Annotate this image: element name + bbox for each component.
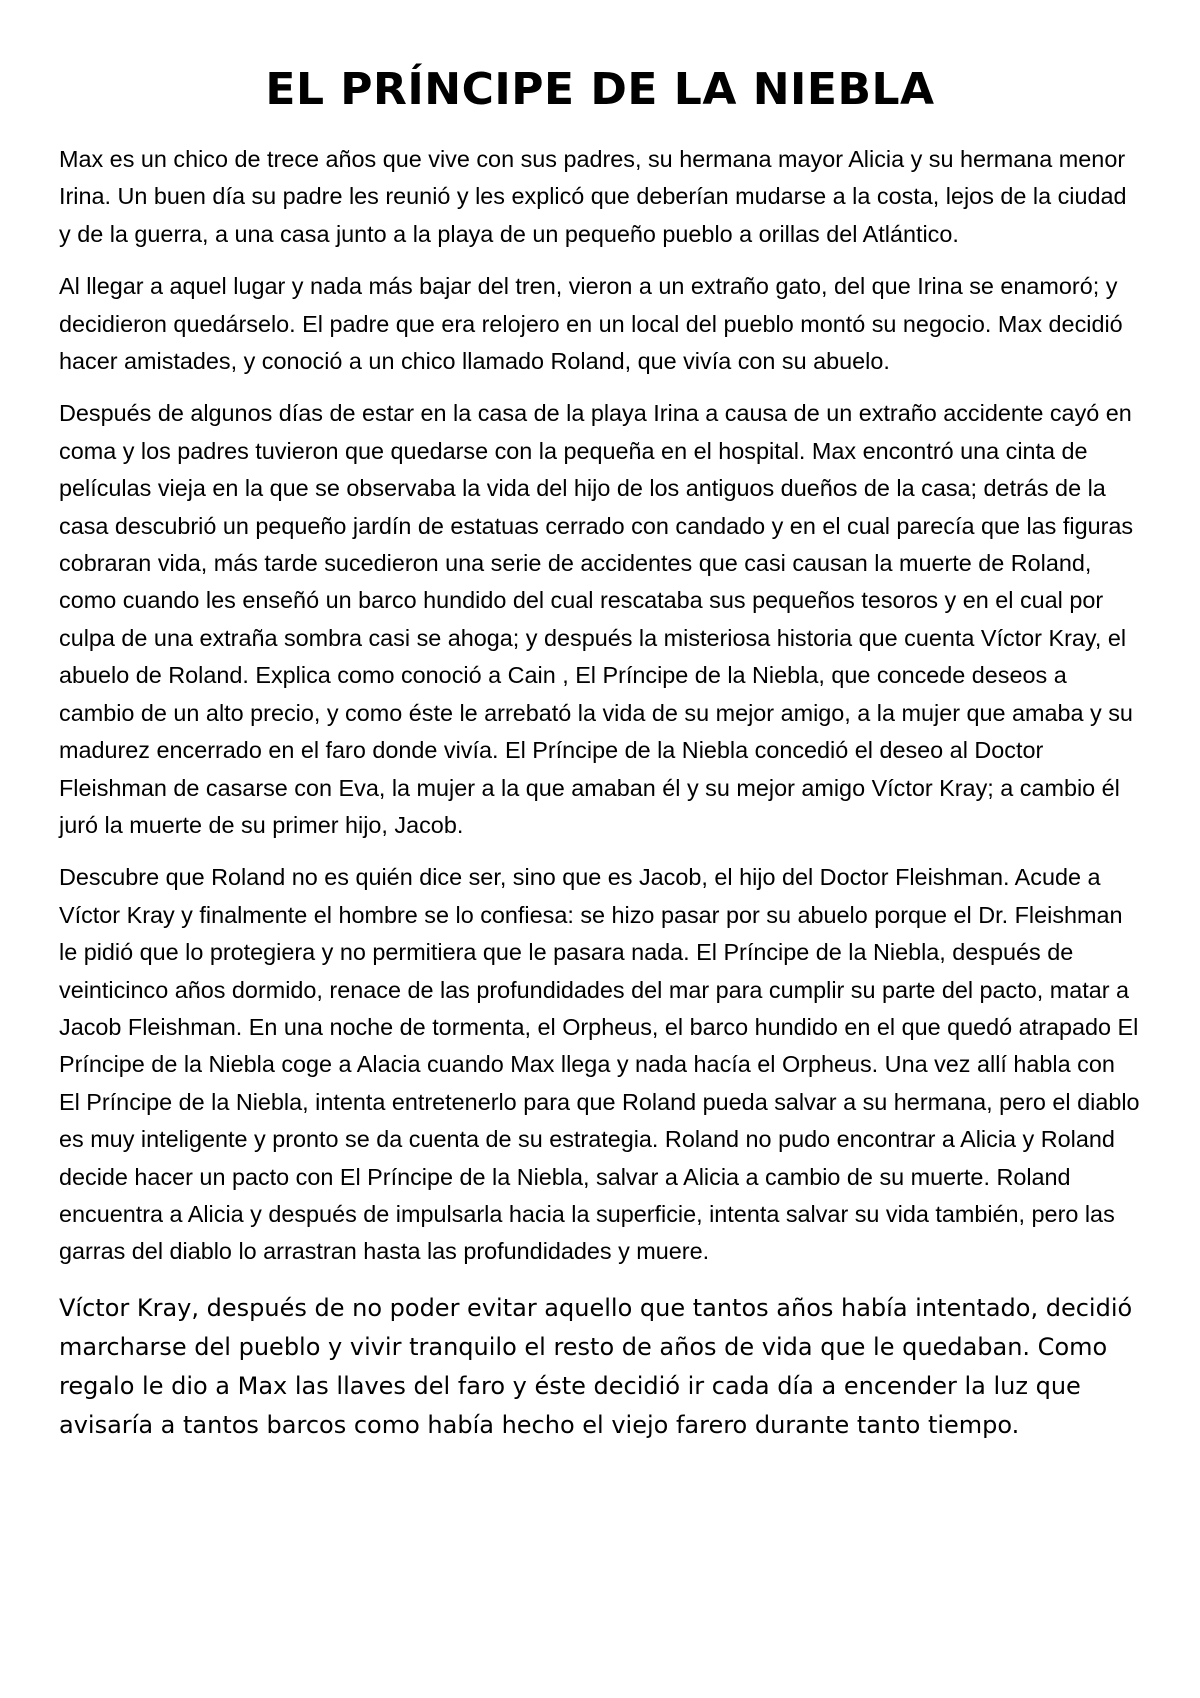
paragraph-1: Max es un chico de trece años que vive con sus padres, su hermana mayor Alicia y su hermana menor Irina. Un buen día su padre les reunió y les explicó que deberían mudarse a la costa, lejos de la ciudad y de la guerra, a una casa junto a la playa de un pequeño pueblo a orillas del Atlántico. [59, 146, 1127, 247]
paragraph-2: Al llegar a aquel lugar y nada más bajar del tren, vieron a un extraño gato, del que Irina se enamoró; y decidieron quedárselo. El padre que era relojero en un local del pueblo montó su negocio. Max decidió hacer amistades, y conoció a un chico llamado Roland, que vivía con su abuelo. [59, 273, 1123, 375]
paragraph-4: Descubre que Roland no es quién dice ser, sino que es Jacob, el hijo del Doctor Fleishman. Acude a Víctor Kray y finalmente el hombre se lo confiesa: se hizo pasar por su abuelo porque el Dr. Fleishman le pidió que lo protegiera y no permitiera que le pasara nada. El Príncipe de la Niebla, después de veinticinco años dormido, renace de las profundidades del mar para cumplir su parte del pacto, matar a Jacob Fleishman. En una noche de tormenta, el Orpheus, el barco hundido en el que quedó atrapado El Príncipe de la Niebla coge a Alacia cuando Max llega y nada hacía el Orpheus. Una vez allí habla con El Príncipe de la Niebla, intenta entretenerlo para que Roland pueda salvar a su hermana, pero el diablo es muy inteligente y pronto se da cuenta de su estrategia. Roland no pudo encontrar a Alicia y Roland decide hacer un pacto con El Príncipe de la Niebla, salvar a Alicia a cambio de su muerte. Roland encuentra a Alicia y después de impulsarla hacia la superficie, intenta salvar su vida también, pero las garras del diablo lo arrastran hasta las profundidades y muere. [59, 864, 1140, 1265]
document-body [59, 141, 1141, 1460]
paragraph-3: Después de algunos días de estar en la casa de la playa Irina a causa de un extraño accidente cayó en coma y los padres tuvieron que quedarse con la pequeña en el hospital. Max encontró una cinta de películas vieja en la que se observaba la vida del hijo de los antiguos dueños de la casa; detrás de la casa descubrió un pequeño jardín de estatuas cerrado con candado y en el cual parecía que las figuras cobraran vida, más tarde sucedieron una serie de accidentes que casi causan la muerte de Roland, como cuando les enseñó un barco hundido del cual rescataba sus pequeños tesoros y en el cual por culpa de una extraña sombra casi se ahoga; y después la misteriosa historia que cuenta Víctor Kray, el abuelo de Roland. Explica como conoció a Cain , El Príncipe de la Niebla, que concede deseos a cambio de un alto precio, y como éste le arrebató la vida de su mejor amigo, a la mujer que amaba y su madurez encerrado en el faro donde vivía. El Príncipe de la Niebla concedió el deseo al Doctor Fleishman de casarse con Eva, la mujer a la que amaban él y su mejor amigo Víctor Kray; a cambio él juró la muerte de su primer hijo, Jacob. [59, 400, 1134, 838]
document-title: EL PRÍNCIPE DE LA NIEBLA [265, 64, 935, 115]
paragraph-5: Víctor Kray, después de no poder evitar aquello que tantos años había intentado, decidió marcharse del pueblo y vivir tranquilo el resto de años de vida que le quedaban. Como regalo le dio a Max las llaves del faro y éste decidió ir cada día a encender la luz que avisaría a tantos barcos como había hecho el viejo farero durante tanto tiempo. [59, 1293, 1133, 1439]
